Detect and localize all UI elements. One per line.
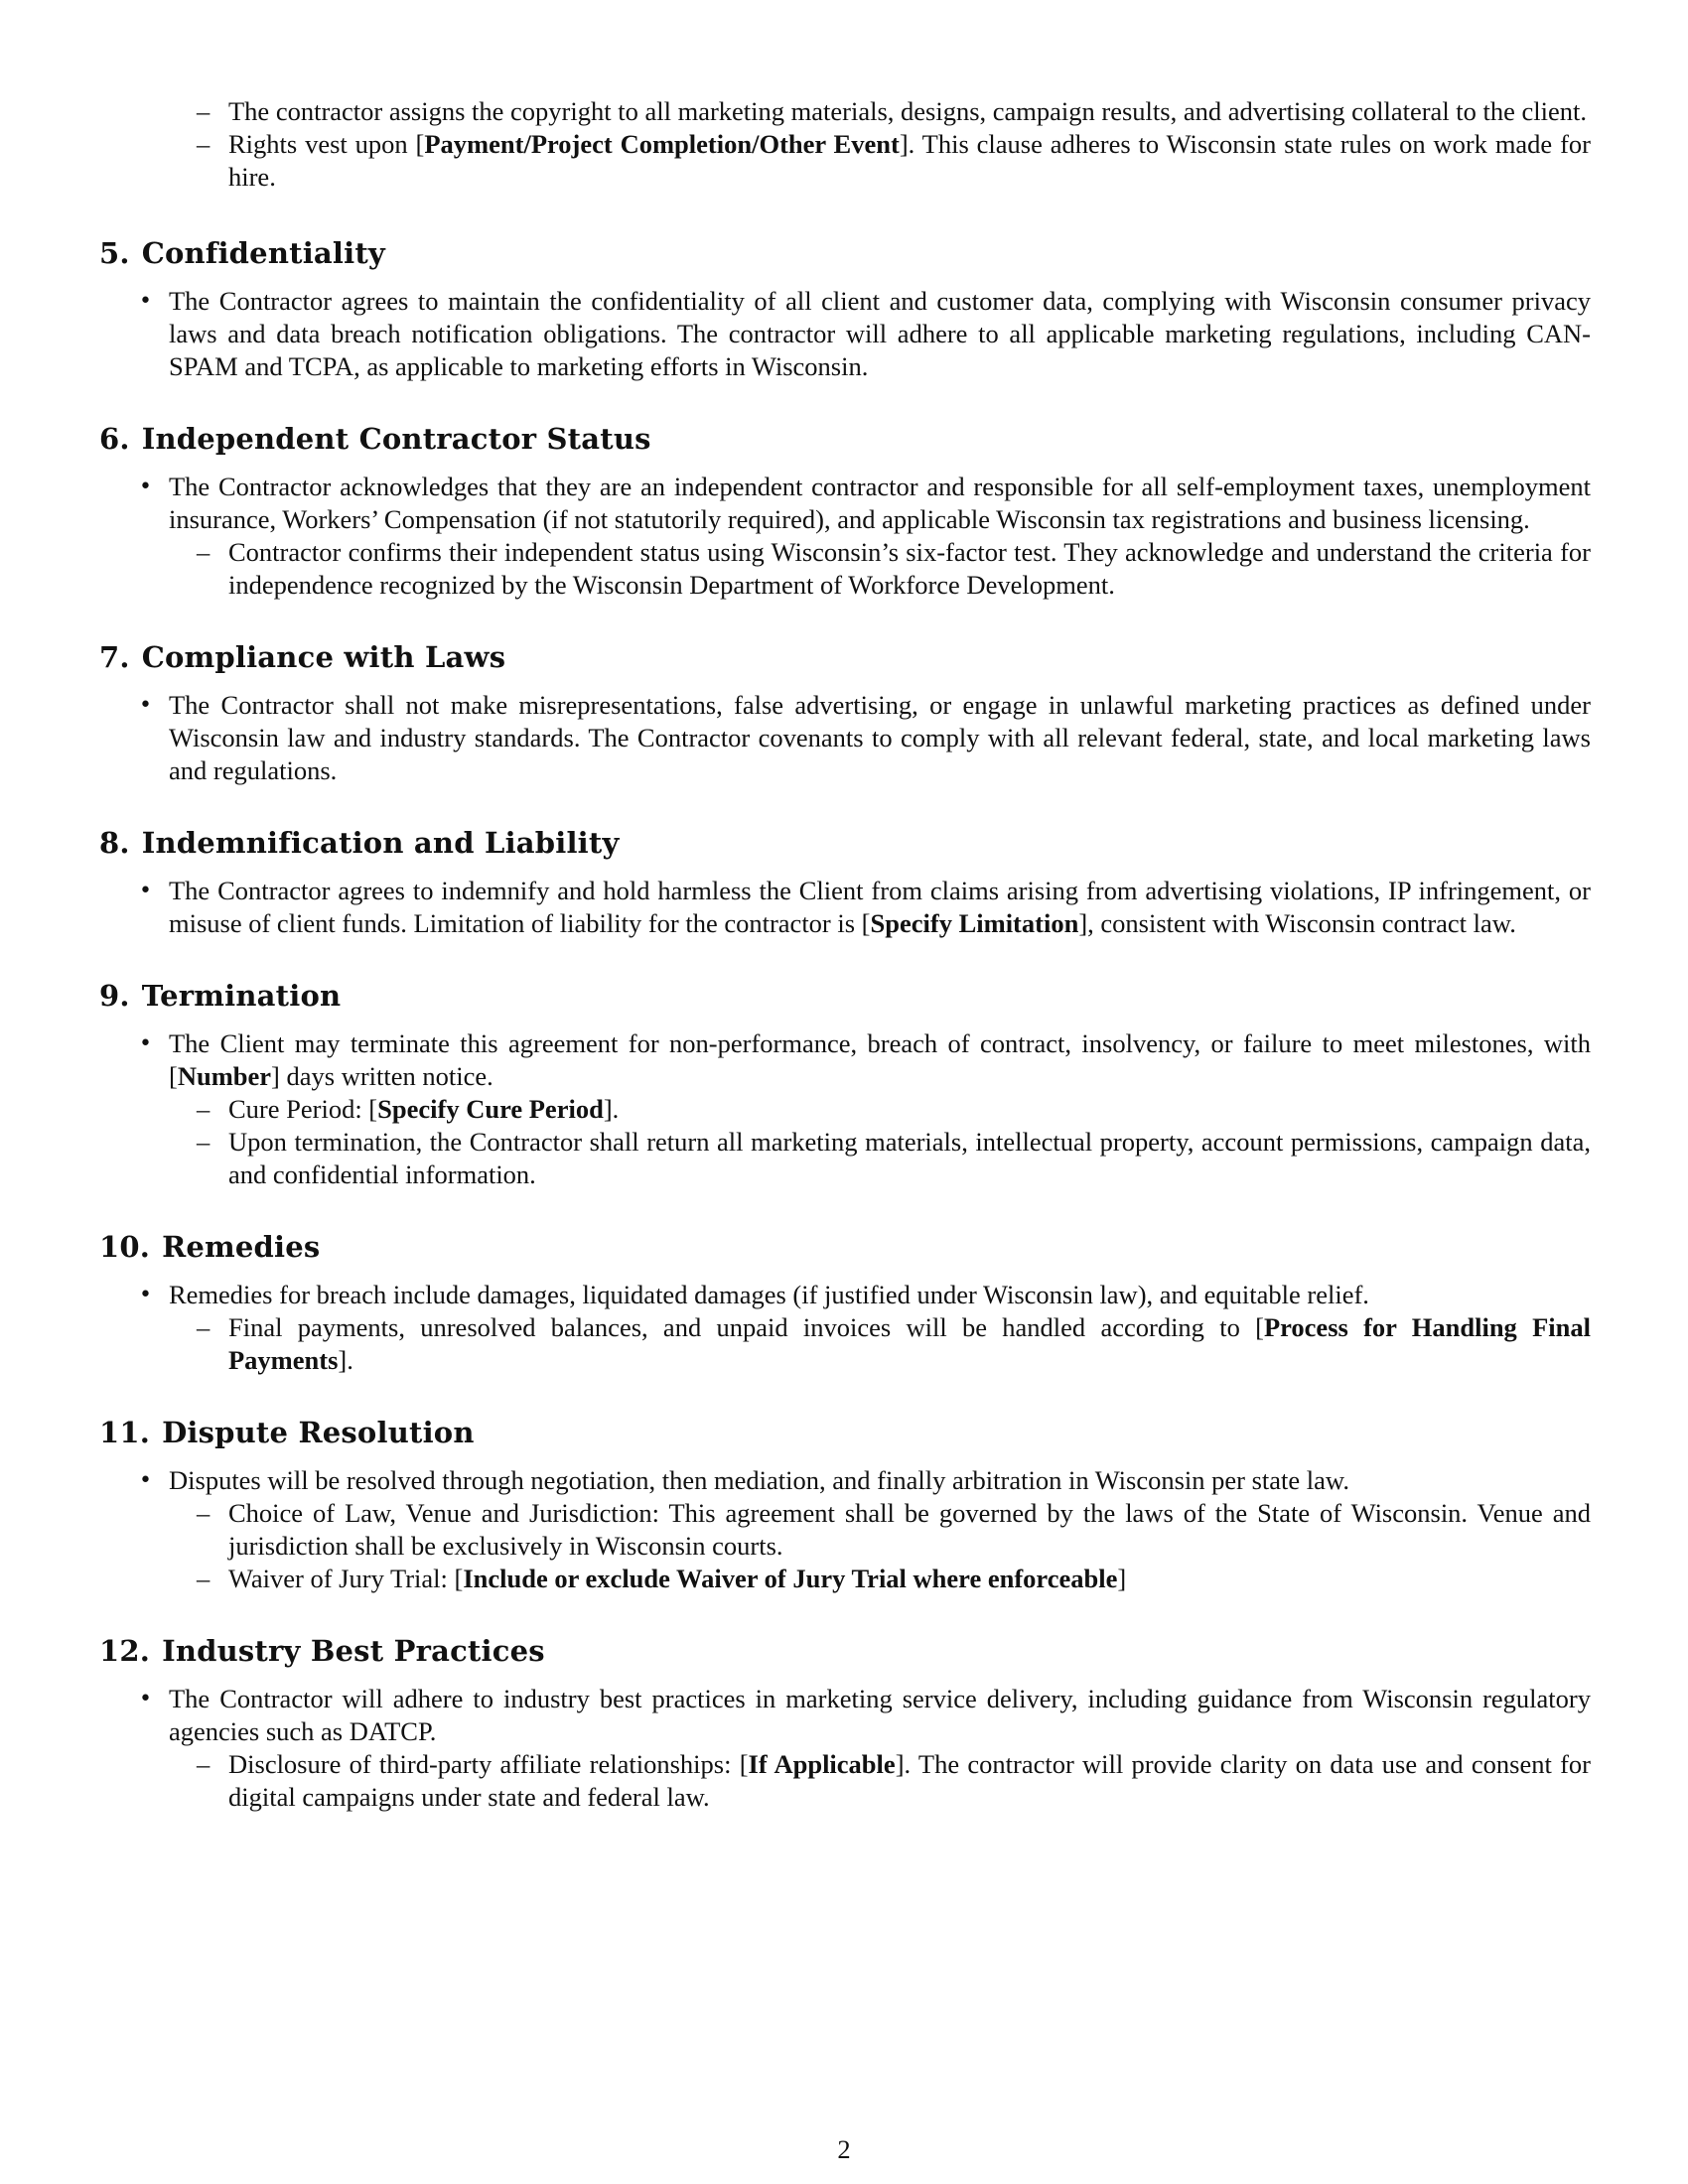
placeholder-field: If Applicable bbox=[748, 1749, 896, 1779]
bullet-text bbox=[169, 1027, 1591, 1093]
bullet-text bbox=[169, 285, 1591, 383]
section-list bbox=[99, 233, 1591, 1814]
section-heading bbox=[99, 823, 1591, 863]
sub-list-item bbox=[99, 1497, 1591, 1563]
section bbox=[99, 233, 1591, 383]
sub-list-text bbox=[228, 1497, 1591, 1563]
dash-marker: – bbox=[197, 96, 211, 126]
text-run: Final payments, unresolved balances, and unpaid invoices will be handled according to [ bbox=[228, 1312, 1264, 1342]
section-heading bbox=[99, 419, 1591, 459]
bullet-item bbox=[99, 285, 1591, 383]
section-title-text: Industry Best Practices bbox=[162, 1634, 545, 1668]
section-title-text: Independent Contractor Status bbox=[141, 422, 651, 456]
bullet-marker: • bbox=[139, 879, 152, 903]
bullet-text bbox=[169, 471, 1591, 536]
section bbox=[99, 1413, 1591, 1595]
section-number: 6. bbox=[99, 422, 130, 456]
bullet-marker: • bbox=[139, 1687, 152, 1711]
section bbox=[99, 637, 1591, 787]
dash-marker: – bbox=[197, 129, 211, 159]
dash-marker: – bbox=[197, 1312, 211, 1342]
text-run: The Contractor acknowledges that they are an independent contractor and responsible for all self-employment taxes, unemployment insurance, Workers’ Compensation (if not statutorily required), and applicable Wisconsin tax registrations and business licensing. bbox=[169, 472, 1591, 534]
sub-list-text bbox=[228, 95, 1591, 128]
bullet-text bbox=[169, 1683, 1591, 1748]
text-run: ], consistent with Wisconsin contract law. bbox=[1078, 908, 1516, 938]
section-heading bbox=[99, 1413, 1591, 1452]
sub-list-text bbox=[228, 1126, 1591, 1191]
bullet-item bbox=[99, 875, 1591, 940]
dash-marker: – bbox=[197, 1749, 211, 1779]
bullet-text bbox=[169, 1279, 1591, 1311]
section bbox=[99, 1227, 1591, 1377]
text-run: ] days written notice. bbox=[271, 1061, 493, 1091]
section-heading bbox=[99, 233, 1591, 273]
text-run: Disputes will be resolved through negotiation, then mediation, and finally arbitration in Wisconsin per state law. bbox=[169, 1465, 1349, 1495]
text-run: The Contractor agrees to indemnify and hold harmless the Client from claims arising from advertising violations, IP infringement, or misuse of client funds. Limitation of liability for the contractor is [ bbox=[169, 876, 1591, 938]
sub-list-text bbox=[228, 536, 1591, 602]
dash-marker: – bbox=[197, 1498, 211, 1528]
text-run: Disclosure of third-party affiliate relationships: [ bbox=[228, 1749, 749, 1779]
sub-list-item bbox=[99, 1093, 1591, 1126]
dash-marker: – bbox=[197, 537, 211, 567]
bullet-marker: • bbox=[139, 1468, 152, 1493]
section-title-text: Remedies bbox=[162, 1230, 321, 1264]
bullet-text bbox=[169, 689, 1591, 787]
section-heading bbox=[99, 976, 1591, 1016]
sub-list-text bbox=[228, 1311, 1591, 1377]
section bbox=[99, 823, 1591, 940]
bullet-marker: • bbox=[139, 693, 152, 718]
section-title-text: Termination bbox=[141, 979, 342, 1013]
text-run: Cure Period: [ bbox=[228, 1094, 378, 1124]
text-run: The Contractor shall not make misrepresentations, false advertising, or engage in unlawful marketing practices as defined under Wisconsin law and industry standards. The Contractor covenants to comply with all relevant federal, state, and local marketing laws and regulations. bbox=[169, 690, 1591, 785]
text-run: Waiver of Jury Trial: [ bbox=[228, 1564, 464, 1593]
section-title-text: Confidentiality bbox=[141, 236, 385, 270]
document-page bbox=[99, 95, 1591, 1814]
text-run: Upon termination, the Contractor shall return all marketing materials, intellectual property, account permissions, campaign data, and confidential information. bbox=[228, 1127, 1591, 1189]
sub-list-item bbox=[99, 1126, 1591, 1191]
section-number: 5. bbox=[99, 236, 130, 270]
section-title-text: Indemnification and Liability bbox=[141, 826, 620, 860]
text-run: ]. This clause adheres to Wisconsin state rules on work made for hire. bbox=[228, 129, 1591, 192]
sub-list-item bbox=[99, 1563, 1591, 1595]
sub-list-item bbox=[99, 95, 1591, 128]
bullet-text bbox=[169, 875, 1591, 940]
text-run: The Contractor will adhere to industry best practices in marketing service delivery, including guidance from Wisconsin regulatory agencies such as DATCP. bbox=[169, 1684, 1591, 1746]
text-run: Rights vest upon [ bbox=[228, 129, 425, 159]
section-heading bbox=[99, 637, 1591, 677]
sub-list-text bbox=[228, 1563, 1591, 1595]
sub-list-item bbox=[99, 1311, 1591, 1377]
section bbox=[99, 419, 1591, 602]
sub-list-item bbox=[99, 536, 1591, 602]
dash-marker: – bbox=[197, 1127, 211, 1157]
section bbox=[99, 1631, 1591, 1814]
section-number: 9. bbox=[99, 979, 130, 1013]
placeholder-field: Process for Handling Final Payments bbox=[228, 1312, 1591, 1375]
sub-list-item bbox=[99, 128, 1591, 194]
sub-list-text bbox=[228, 1093, 1591, 1126]
bullet-item bbox=[99, 1464, 1591, 1497]
section-number: 11. bbox=[99, 1416, 151, 1449]
bullet-text bbox=[169, 1464, 1591, 1497]
bullet-item bbox=[99, 1027, 1591, 1093]
dash-marker: – bbox=[197, 1094, 211, 1124]
placeholder-field: Specify Cure Period bbox=[377, 1094, 604, 1124]
page-number: 2 bbox=[837, 2134, 851, 2164]
text-run: ]. bbox=[338, 1345, 353, 1375]
section-number: 10. bbox=[99, 1230, 151, 1264]
dash-marker: – bbox=[197, 1564, 211, 1593]
bullet-item bbox=[99, 1279, 1591, 1311]
sub-list-text bbox=[228, 1748, 1591, 1814]
section-title-text: Dispute Resolution bbox=[162, 1416, 475, 1449]
text-run: Choice of Law, Venue and Jurisdiction: This agreement shall be governed by the laws of the State of Wisconsin. Venue and jurisdiction shall be exclusively in Wisconsin courts. bbox=[228, 1498, 1591, 1561]
section-title-text: Compliance with Laws bbox=[141, 640, 506, 674]
text-run: ]. The contractor will provide clarity on data use and consent for digital campaigns under state and federal law. bbox=[228, 1749, 1592, 1812]
bullet-marker: • bbox=[139, 475, 152, 499]
bullet-item bbox=[99, 689, 1591, 787]
placeholder-field: Number bbox=[177, 1061, 272, 1091]
bullet-item bbox=[99, 1683, 1591, 1748]
text-run: The contractor assigns the copyright to all marketing materials, designs, campaign results, and advertising collateral to the client. bbox=[228, 96, 1588, 126]
bullet-item bbox=[99, 471, 1591, 536]
text-run: The Contractor agrees to maintain the confidentiality of all client and customer data, complying with Wisconsin consumer privacy laws and data breach notification obligations. The contractor will adhere to all applicable marketing regulations, including CAN-SPAM and TCPA, as applicable to marketing efforts in Wisconsin. bbox=[169, 286, 1591, 381]
text-run: The Client may terminate this agreement for non-performance, breach of contract, insolvency, or failure to meet milestones, with [ bbox=[169, 1028, 1591, 1091]
sub-list-text bbox=[228, 128, 1591, 194]
section-heading bbox=[99, 1227, 1591, 1267]
sub-list-item bbox=[99, 1748, 1591, 1814]
placeholder-field: Payment/Project Completion/Other Event bbox=[424, 129, 900, 159]
section-number: 7. bbox=[99, 640, 130, 674]
text-run: ]. bbox=[603, 1094, 620, 1124]
bullet-marker: • bbox=[139, 1031, 152, 1056]
placeholder-field: Include or exclude Waiver of Jury Trial where enforceable bbox=[463, 1564, 1118, 1593]
intro-subitem-list bbox=[99, 95, 1591, 194]
text-run: ] bbox=[1117, 1564, 1127, 1593]
bullet-marker: • bbox=[139, 1283, 152, 1307]
text-run: Remedies for breach include damages, liquidated damages (if justified under Wisconsin law), and equitable relief. bbox=[169, 1280, 1369, 1309]
text-run: Contractor confirms their independent status using Wisconsin’s six-factor test. They acknowledge and understand the criteria for independence recognized by the Wisconsin Department of Workforce Development. bbox=[228, 537, 1591, 600]
section bbox=[99, 976, 1591, 1191]
bullet-marker: • bbox=[139, 289, 152, 314]
section-heading bbox=[99, 1631, 1591, 1671]
section-number: 8. bbox=[99, 826, 130, 860]
section-number: 12. bbox=[99, 1634, 151, 1668]
placeholder-field: Specify Limitation bbox=[870, 908, 1079, 938]
